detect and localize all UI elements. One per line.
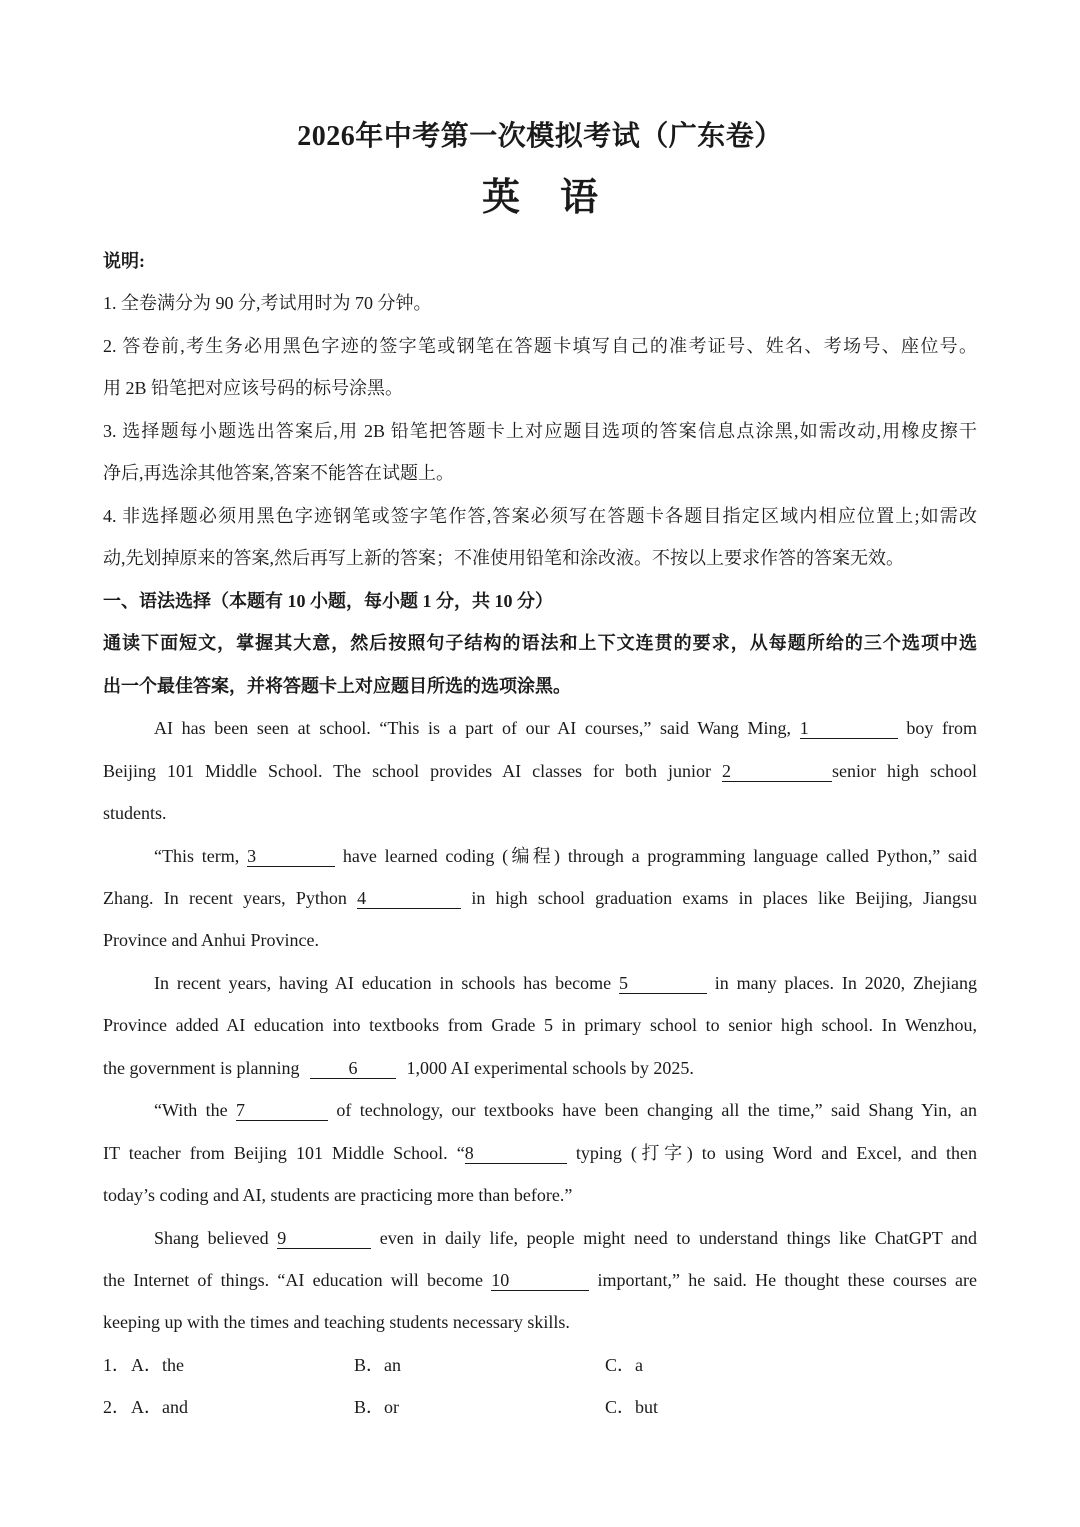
passage-text: typing (打字) to using Word and Excel, and then: [575, 1143, 977, 1163]
passage-line: keeping up with the times and teaching students necessary skills.: [103, 1312, 570, 1332]
passage-line: [103, 759, 977, 783]
passage-line: [103, 1056, 977, 1080]
passage-line: [103, 886, 977, 910]
option-c[interactable]: C．a: [605, 1355, 643, 1375]
passage-text: 1,000 AI experimental schools by 2025.: [406, 1058, 694, 1078]
passage-text: in many places. In 2020, Zhejiang: [714, 973, 978, 993]
exam-title: 2026年中考第一次模拟考试（广东卷）: [297, 121, 783, 152]
blank-10: 10: [491, 1271, 589, 1291]
passage-text: “This term,: [154, 846, 240, 866]
instruction-line-6: 4. 非选择题必须用黑色字迹钢笔或签字笔作答,答案必须写在答题卡各题目指定区域内相应位置上;如需改: [103, 506, 977, 526]
passage-text: AI has been seen at school. “This is a part of our AI courses,” said Wang Ming,: [154, 718, 792, 738]
blank-6: 6: [310, 1059, 396, 1079]
option-b[interactable]: B．or: [354, 1397, 399, 1417]
instructions-label: 说明:: [103, 251, 145, 271]
section-heading: 一、语法选择（本题有 10 小题，每小题 1 分，共 10 分）: [103, 591, 553, 611]
passage-line: Province added AI education into textbooks from Grade 5 in primary school to senior high school. In Wenzhou,: [103, 1015, 977, 1035]
blank-1: 1: [800, 719, 898, 739]
question-number: 2．: [103, 1397, 130, 1417]
option-b[interactable]: B．an: [354, 1355, 401, 1375]
instruction-line-1: 1. 全卷满分为 90 分,考试用时为 70 分钟。: [103, 293, 432, 313]
question-number: 1．: [103, 1355, 130, 1375]
blank-3: 3: [247, 847, 335, 867]
passage-text: Beijing 101 Middle School. The school provides AI classes for both junior: [103, 761, 712, 781]
blank-2: 2: [722, 762, 832, 782]
passage-line: [103, 1141, 977, 1165]
passage-text: senior high school: [832, 761, 978, 781]
passage-text: boy from: [906, 718, 978, 738]
passage-text: “With the: [154, 1100, 228, 1120]
passage-text: Shang believed: [154, 1228, 269, 1248]
passage-line: students.: [103, 803, 167, 823]
blank-9: 9: [277, 1229, 371, 1249]
passage-text: the government is planning: [103, 1058, 300, 1078]
passage-line: today’s coding and AI, students are practicing more than before.”: [103, 1185, 573, 1205]
blank-8: 8: [465, 1144, 567, 1164]
passage-text: Zhang. In recent years, Python: [103, 888, 347, 908]
passage-line: [103, 971, 977, 995]
instruction-line-3: 用 2B 铅笔把对应该号码的标号涂黑。: [103, 378, 404, 398]
passage-line: Province and Anhui Province.: [103, 930, 319, 950]
blank-4: 4: [357, 889, 461, 909]
instruction-line-2: 2. 答卷前,考生务必用黑色字迹的签字笔或钢笔在答题卡填写自己的准考证号、姓名、考场号、座位号。: [103, 336, 977, 356]
passage-text: in high school graduation exams in places like Beijing, Jiangsu: [471, 888, 978, 908]
subject-title: 英语: [481, 177, 638, 219]
option-a[interactable]: A．and: [131, 1397, 188, 1417]
instruction-line-4: 3. 选择题每小题选出答案后,用 2B 铅笔把答题卡上对应题目选项的答案信息点涂黑,如需改动,用橡皮擦干: [103, 421, 977, 441]
instruction-line-7: 动,先划掉原来的答案,然后再写上新的答案；不准使用铅笔和涂改液。不按以上要求作答的答案无效。: [103, 548, 904, 568]
passage-line: [103, 1268, 977, 1292]
passage-line: [103, 1098, 977, 1122]
passage-line: [103, 1226, 977, 1250]
passage-text: the Internet of things. “AI education will become: [103, 1270, 484, 1290]
option-c[interactable]: C．but: [605, 1397, 659, 1417]
passage-text: important,” he said. He thought these courses are: [597, 1270, 978, 1290]
section-direction-1: 通读下面短文，掌握其大意，然后按照句子结构的语法和上下文连贯的要求，从每题所给的三个选项中选: [103, 633, 977, 653]
instruction-line-5: 净后,再选涂其他答案,答案不能答在试题上。: [103, 463, 454, 483]
passage-line: [103, 844, 977, 868]
blank-5: 5: [619, 974, 707, 994]
section-direction-2: 出一个最佳答案，并将答题卡上对应题目所选的选项涂黑。: [103, 676, 571, 696]
passage-text: have learned coding (编程) through a programming language called Python,” said: [342, 846, 978, 866]
passage-text: In recent years, having AI education in schools has become: [154, 973, 612, 993]
passage-text: even in daily life, people might need to understand things like ChatGPT and: [379, 1228, 978, 1248]
passage-line: [103, 716, 977, 740]
blank-7: 7: [236, 1101, 328, 1121]
passage-text: of technology, our textbooks have been changing all the time,” said Shang Yin, an: [336, 1100, 977, 1120]
passage-text: IT teacher from Beijing 101 Middle School. “: [103, 1143, 465, 1163]
option-a[interactable]: A．the: [131, 1355, 184, 1375]
